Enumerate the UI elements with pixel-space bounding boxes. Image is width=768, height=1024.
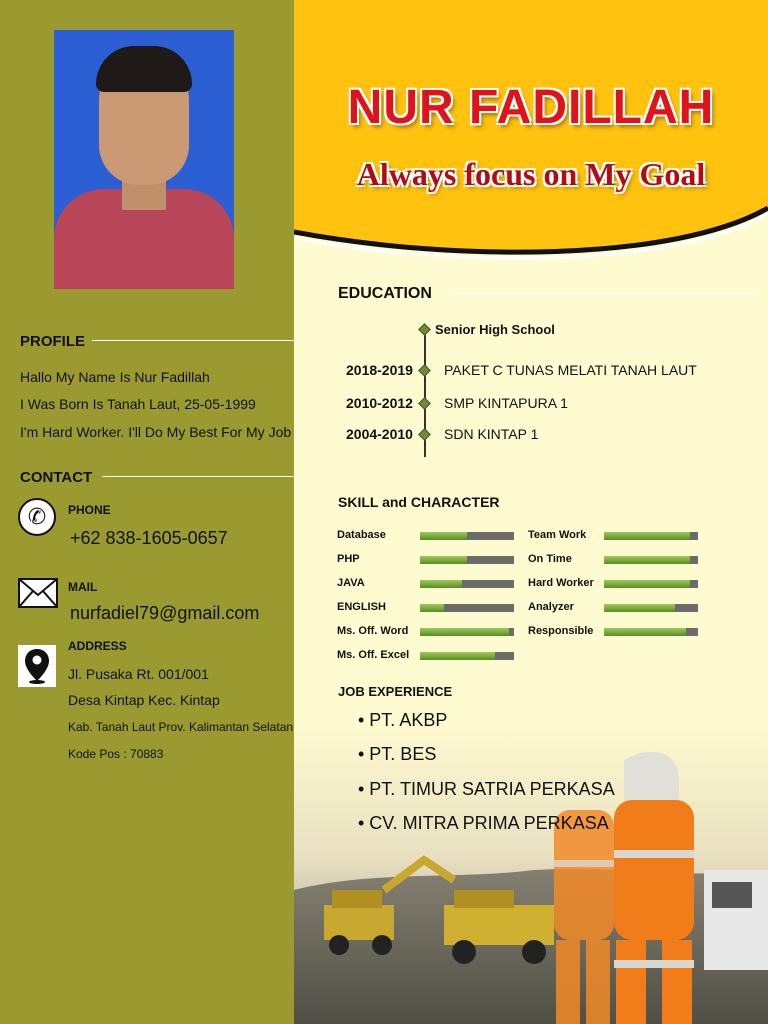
skill-bar-fill — [420, 604, 444, 612]
address-line-3: Kab. Tanah Laut Prov. Kalimantan Selatan — [68, 720, 294, 734]
profile-photo — [54, 30, 234, 289]
left-panel — [0, 0, 294, 1024]
job-item: • CV. MITRA PRIMA PERKASA — [358, 813, 609, 833]
phone-label: PHONE — [68, 503, 111, 517]
skill-bar — [604, 532, 698, 540]
profile-line-2: I Was Born Is Tanah Laut, 25-05-1999 — [20, 396, 256, 412]
address-line-2: Desa Kintap Kec. Kintap — [68, 692, 220, 708]
address-label: ADDRESS — [68, 639, 127, 653]
skill-label: Ms. Off. Excel — [337, 649, 410, 661]
divider — [92, 340, 294, 341]
address-line-1: Jl. Pusaka Rt. 001/001 — [68, 666, 209, 682]
timeline-dot — [418, 428, 431, 441]
skill-label: JAVA — [337, 577, 365, 589]
profile-line-1: Hallo My Name Is Nur Fadillah — [20, 369, 210, 385]
skill-bar — [420, 532, 514, 540]
person-name: NUR FADILLAH — [347, 81, 715, 134]
skill-label: Team Work — [528, 529, 587, 541]
mail-address[interactable]: nurfadiel79@gmail.com — [70, 603, 260, 623]
education-year: 2018-2019 — [346, 362, 413, 378]
skill-bar-fill — [604, 628, 686, 636]
skill-bar — [420, 628, 514, 636]
mail-icon — [18, 578, 58, 608]
education-school: SMP KINTAPURA 1 — [444, 395, 568, 411]
skill-bar — [420, 604, 514, 612]
education-year: 2004-2010 — [346, 426, 413, 442]
skill-bar — [420, 652, 514, 660]
skill-bar-fill — [604, 532, 690, 540]
profile-heading: PROFILE — [20, 333, 86, 350]
mail-label: MAIL — [68, 580, 98, 594]
motto: Always focus on My Goal — [356, 156, 706, 192]
timeline-dot — [418, 364, 431, 377]
job-item: • PT. TIMUR SATRIA PERKASA — [358, 779, 615, 799]
job-item: • PT. BES — [358, 744, 437, 764]
skill-bar-fill — [604, 556, 690, 564]
header-banner — [294, 0, 768, 270]
education-school: SDN KINTAP 1 — [444, 426, 539, 442]
skill-label: Analyzer — [528, 601, 574, 613]
phone-number[interactable]: +62 838-1605-0657 — [70, 528, 228, 548]
skill-bar-fill — [420, 628, 509, 636]
skill-bar-fill — [604, 580, 690, 588]
skill-bar-fill — [604, 604, 675, 612]
skill-bar — [604, 556, 698, 564]
timeline-dot — [418, 323, 431, 336]
divider — [452, 293, 758, 294]
skill-bar — [604, 628, 698, 636]
phone-icon: ✆ — [18, 498, 56, 536]
skills-heading: SKILL and CHARACTER — [338, 494, 500, 510]
address-line-4: Kode Pos : 70883 — [68, 747, 164, 761]
skill-bar-fill — [420, 580, 462, 588]
education-heading: EDUCATION — [338, 285, 432, 302]
skill-label: On Time — [528, 553, 572, 565]
education-school: PAKET C TUNAS MELATI TANAH LAUT — [444, 362, 697, 378]
contact-heading: CONTACT — [20, 469, 93, 486]
skill-bar — [420, 580, 514, 588]
skill-label: Database — [337, 529, 386, 541]
skill-bar — [604, 604, 698, 612]
job-item: • PT. AKBP — [358, 710, 448, 730]
profile-line-3: I'm Hard Worker. I'll Do My Best For My Job — [20, 424, 292, 440]
location-pin-icon — [18, 645, 56, 687]
skill-bar — [604, 580, 698, 588]
skill-label: Responsible — [528, 625, 594, 637]
background-mining-photo — [294, 720, 768, 1024]
jobs-heading: JOB EXPERIENCE — [338, 684, 453, 699]
skill-label: ENGLISH — [337, 601, 386, 613]
skill-label: Ms. Off. Word — [337, 625, 409, 637]
skill-bar — [420, 556, 514, 564]
skill-bar-fill — [420, 532, 467, 540]
skill-label: PHP — [337, 553, 360, 565]
skill-bar-fill — [420, 556, 467, 564]
education-level: Senior High School — [435, 322, 555, 337]
skill-bar-fill — [420, 652, 495, 660]
timeline-dot — [418, 397, 431, 410]
divider — [102, 476, 294, 477]
education-year: 2010-2012 — [346, 395, 413, 411]
skill-label: Hard Worker — [528, 577, 594, 589]
